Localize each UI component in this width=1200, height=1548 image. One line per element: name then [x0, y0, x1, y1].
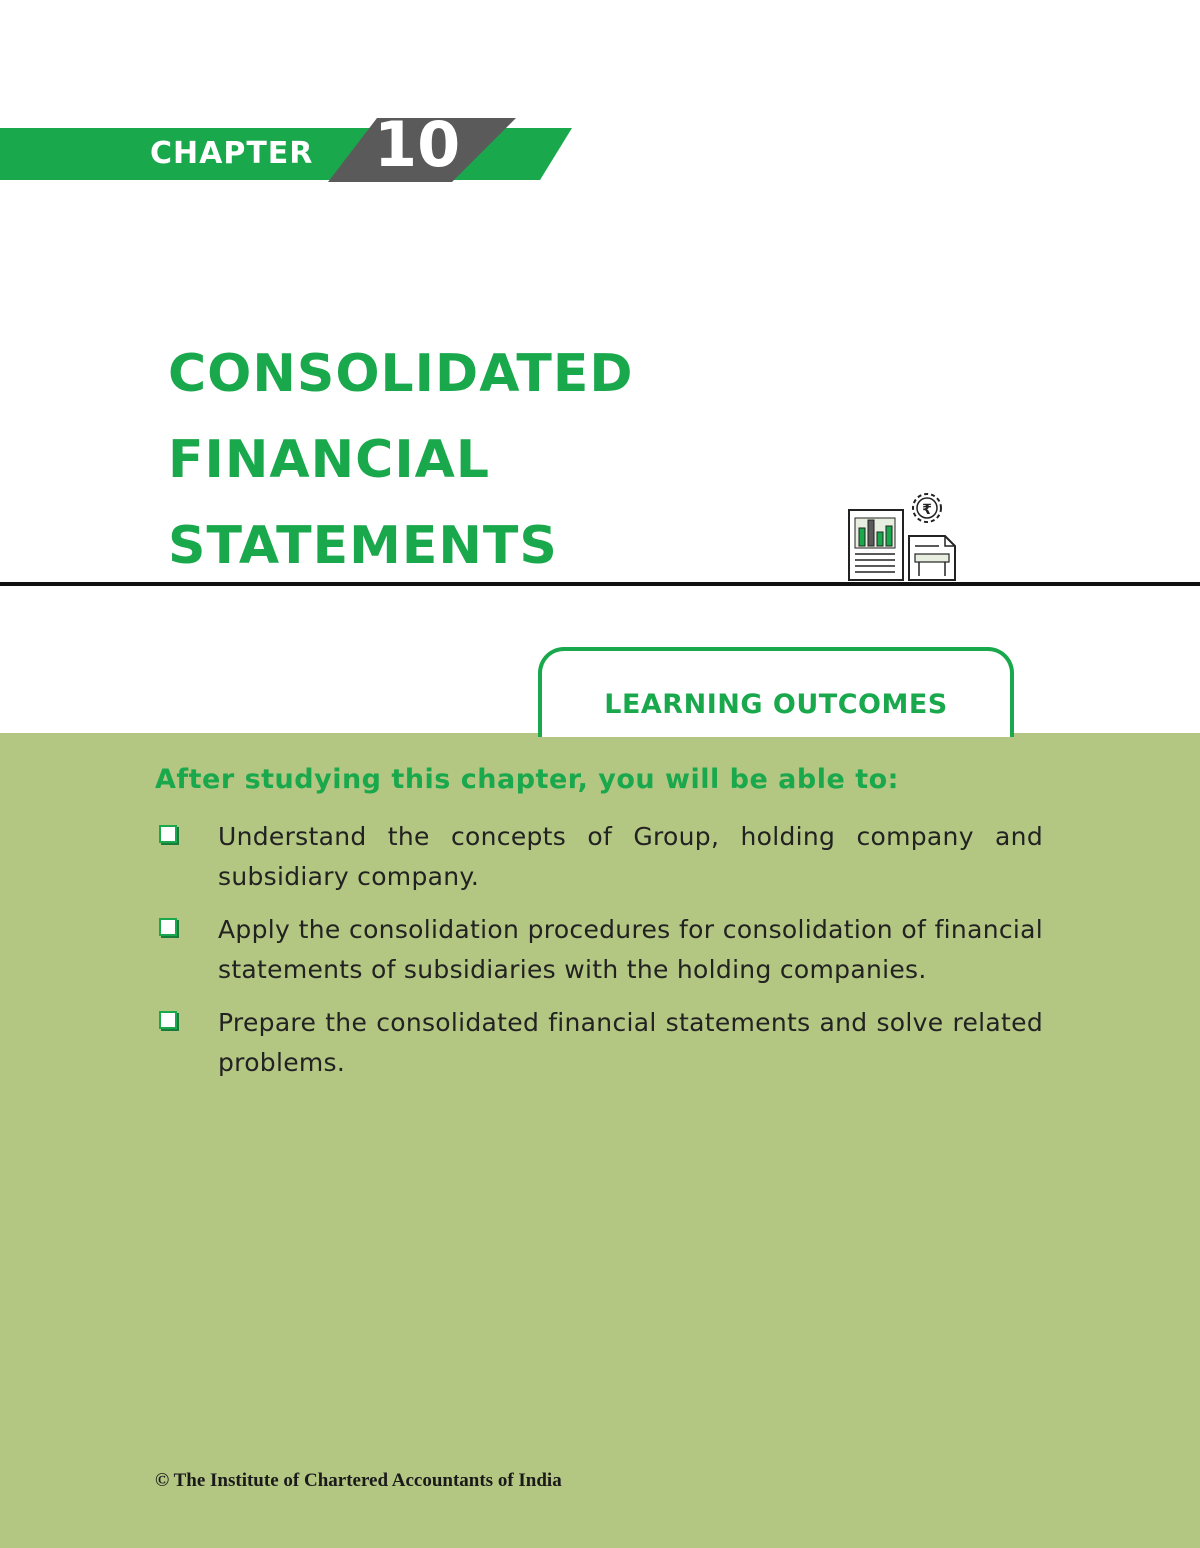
chapter-title-line-2: FINANCIAL [168, 430, 491, 490]
list-item [155, 910, 1043, 990]
financial-statements-icon [845, 490, 961, 584]
chapter-number: 10 [374, 108, 461, 181]
chapter-title-line-1: CONSOLIDATED [168, 344, 634, 404]
checkbox-bullet-icon [159, 825, 177, 843]
learning-outcomes-tab [538, 647, 1014, 737]
chapter-label: CHAPTER [150, 136, 314, 171]
list-item [155, 1003, 1043, 1083]
svg-text:₹: ₹ [922, 502, 932, 518]
chapter-title-line-3: STATEMENTS [168, 516, 558, 576]
learning-outcomes-intro: After studying this chapter, you will be able to: [155, 764, 899, 795]
learning-outcomes-heading: LEARNING OUTCOMES [604, 689, 948, 720]
title-divider [0, 582, 1200, 586]
list-item [155, 817, 1043, 897]
outcome-text: Apply the consolidation procedures for consolidation of financial statements of subsidiaries with the holding companies. [218, 915, 1043, 984]
copyright-footer: © The Institute of Chartered Accountants of India [155, 1470, 562, 1491]
outcome-text: Prepare the consolidated financial statements and solve related problems. [218, 1008, 1043, 1077]
outcome-text: Understand the concepts of Group, holding company and subsidiary company. [218, 822, 1043, 891]
checkbox-bullet-icon [159, 918, 177, 936]
learning-outcomes-list [155, 817, 1043, 1096]
checkbox-bullet-icon [159, 1011, 177, 1029]
